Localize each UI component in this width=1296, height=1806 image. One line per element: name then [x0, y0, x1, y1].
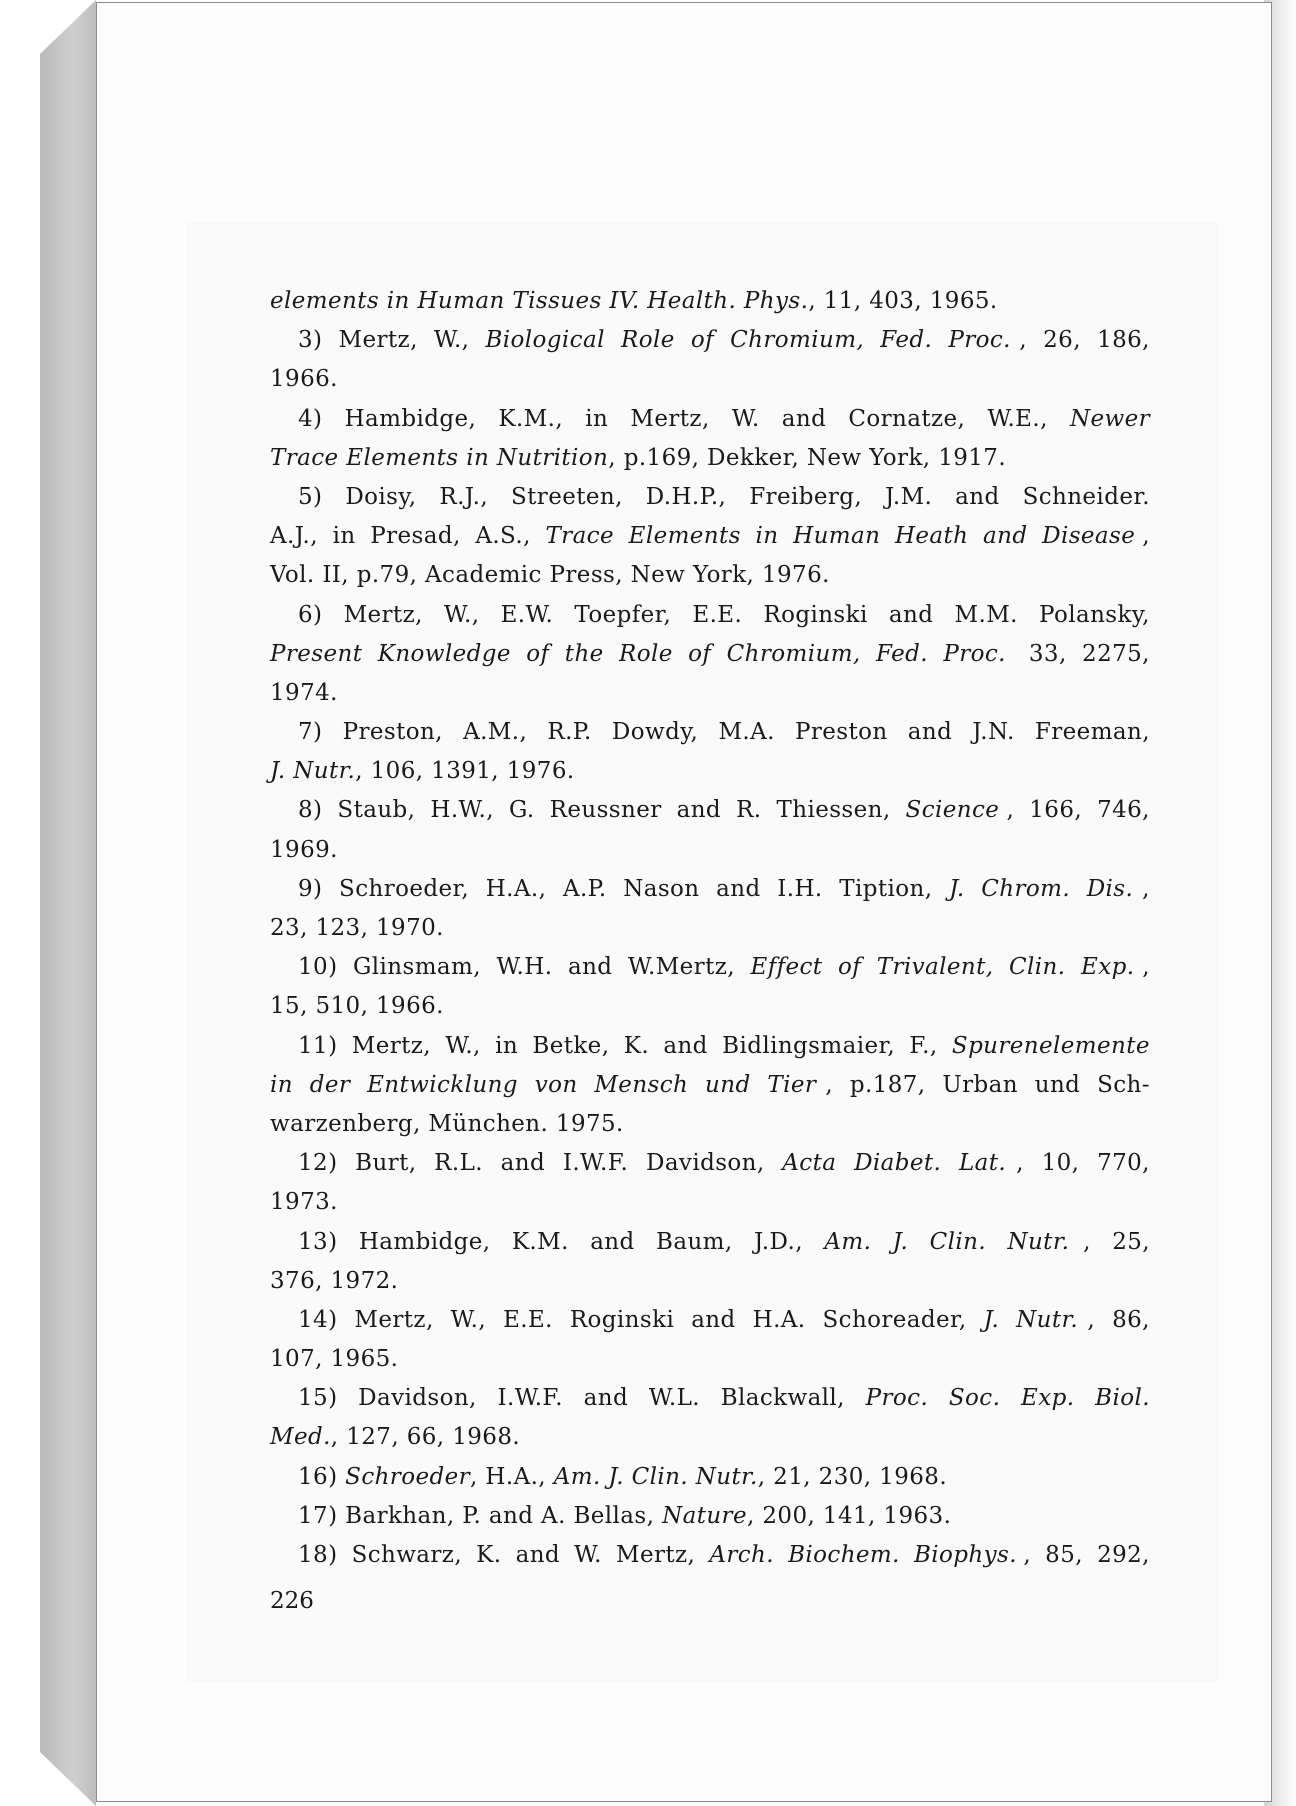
reference-text: Knowledge: [377, 640, 519, 667]
reference-text: K.: [476, 1542, 510, 1568]
reference-text: Fed.: [880, 327, 940, 354]
reference-text: Biophys.: [913, 1542, 1017, 1568]
reference-line: [270, 1066, 1150, 1105]
reference-text: Thiessen,: [776, 797, 899, 824]
reference-text: Biological: [485, 327, 613, 354]
reference-text: J.N.: [972, 719, 1023, 746]
reference-text: 1973.: [270, 1189, 338, 1216]
reference-text: Chromium,: [726, 640, 869, 667]
reference-text: J.D.,: [753, 1228, 811, 1255]
reference-text: Chromium,: [730, 327, 872, 354]
reference-text: Streeten,: [511, 483, 631, 510]
reference-text: G.: [508, 797, 543, 824]
reference-text: J.: [949, 875, 973, 902]
reference-line: [270, 478, 1150, 517]
reference-text: Science: [905, 797, 1000, 824]
reference-text: 770,: [1097, 1150, 1150, 1177]
reference-text: Exp.: [1021, 1385, 1083, 1412]
reference-line: [270, 282, 1150, 321]
reference-text: Tiption,: [839, 875, 941, 902]
reference-text: Roginski: [763, 601, 876, 628]
reference-text: 15, 510, 1966.: [270, 993, 444, 1020]
reference-text: Betke,: [532, 1032, 618, 1059]
reference-text: ,: [1019, 327, 1035, 354]
reference-text: Burt,: [355, 1150, 425, 1177]
reference-text: Roginski: [569, 1306, 682, 1333]
reference-text: , 11, 403, 1965.: [808, 288, 998, 314]
reference-line: [270, 517, 1150, 556]
reference-text: Vol. II, p.79, Academic Press, New York, 1976.: [270, 562, 830, 589]
reference-text: J.M.: [885, 483, 940, 510]
reference-line: [270, 791, 1150, 830]
reference-text: ,: [1142, 954, 1150, 981]
reference-text: K.: [623, 1032, 657, 1059]
reference-text: Freiberg,: [749, 483, 870, 510]
reference-text: 11): [298, 1032, 346, 1059]
reference-line: [270, 1497, 1150, 1536]
reference-text: A.S.,: [475, 523, 539, 550]
reference-text: Bidlingsmaier,: [722, 1032, 903, 1059]
reference-text: Am.: [824, 1228, 879, 1255]
reference-text: 8): [298, 797, 331, 824]
reference-text: ,: [1142, 875, 1150, 902]
reference-line: [270, 556, 1150, 595]
reference-line: [270, 321, 1150, 360]
reference-line: [270, 831, 1150, 870]
reference-text: Nason: [623, 875, 708, 902]
reference-text: of: [688, 640, 720, 667]
reference-text: R.J.,: [439, 483, 496, 510]
reference-text: E.W.: [500, 601, 561, 628]
reference-text: K.M.,: [498, 405, 571, 432]
reference-text: Reussner: [549, 797, 670, 824]
reference-text: Proc.: [865, 1385, 936, 1412]
reference-text: 746,: [1097, 797, 1150, 824]
reference-text: und: [1034, 1071, 1088, 1098]
reference-text: Disease: [1042, 523, 1136, 550]
reference-text: 23, 123, 1970.: [270, 915, 444, 941]
reference-text: Entwicklung: [367, 1071, 526, 1098]
reference-text: Am. J. Clin. Nutr.: [553, 1463, 758, 1490]
page-number: 226: [270, 1588, 314, 1614]
reference-text: Blackwall,: [720, 1385, 853, 1412]
reference-text: I.H.: [777, 875, 831, 902]
reference-text: Mensch: [594, 1071, 696, 1098]
reference-line: [270, 1418, 1150, 1457]
reference-text: in: [755, 523, 787, 550]
reference-line: [270, 1262, 1150, 1301]
reference-text: 376, 1972.: [270, 1267, 399, 1294]
reference-text: Preston: [795, 719, 896, 746]
reference-text: Freeman,: [1034, 719, 1150, 746]
reference-text: and: [583, 1385, 636, 1412]
reference-text: 10): [298, 954, 346, 981]
reference-line: [270, 870, 1150, 909]
reference-text: and: [955, 483, 1008, 510]
reference-text: E.E.: [692, 601, 750, 628]
reference-text: 186,: [1097, 327, 1150, 354]
reference-text: Dis.: [1086, 875, 1134, 902]
reference-text: 6): [298, 601, 331, 628]
reference-text: p.187,: [849, 1071, 934, 1098]
reference-line: [270, 713, 1150, 752]
reference-line: [270, 400, 1150, 439]
reference-line: [270, 1105, 1150, 1144]
reference-text: and: [663, 1032, 716, 1059]
reference-text: A.J.,: [270, 523, 326, 550]
reference-text: Davidson,: [645, 1150, 773, 1177]
reference-text: , H.A.,: [470, 1463, 554, 1490]
reference-text: and: [888, 601, 942, 628]
reference-line: [270, 1301, 1150, 1340]
reference-text: J.: [892, 1228, 916, 1255]
reference-text: H.A.,: [485, 875, 555, 902]
reference-text: 25,: [1112, 1228, 1150, 1255]
reference-line: [270, 596, 1150, 635]
reference-line: [270, 1458, 1150, 1497]
reference-text: K.M.: [511, 1228, 577, 1255]
reference-text: , 200, 141, 1963.: [746, 1502, 952, 1529]
reference-text: 166,: [1029, 797, 1090, 824]
reference-line: [270, 987, 1150, 1026]
reference-text: Human: [793, 523, 889, 550]
reference-text: I.W.F.: [562, 1150, 636, 1177]
reference-text: Spurenelemente: [951, 1032, 1150, 1059]
reference-line: [270, 1183, 1150, 1222]
reference-text: 7): [298, 719, 331, 746]
reference-text: Hambidge,: [344, 405, 484, 432]
reference-text: ,: [1087, 1306, 1103, 1333]
reference-text: D.H.P.,: [645, 483, 734, 510]
reference-text: I.W.F.: [497, 1385, 571, 1412]
reference-text: Arch.: [709, 1542, 782, 1568]
reference-text: Role: [619, 640, 681, 667]
reference-text: Fed.: [876, 640, 936, 667]
reference-text: W.H.: [496, 954, 561, 981]
reference-text: ,: [1142, 523, 1150, 550]
reference-text: von: [534, 1071, 586, 1098]
reference-text: , p.169, Dekker, New York, 1917.: [608, 444, 1007, 471]
reference-text: A.M.,: [463, 719, 535, 746]
reference-list: [270, 282, 1150, 1575]
reference-text: in: [585, 405, 616, 432]
reference-text: J. Nutr.: [270, 758, 356, 785]
reference-text: Toepfer,: [574, 601, 679, 628]
reference-text: in: [270, 1071, 301, 1098]
reference-text: Staub,: [337, 797, 424, 824]
book-spine: [40, 0, 96, 1806]
reference-line: [270, 439, 1150, 478]
reference-text: 1969.: [270, 836, 338, 863]
reference-text: H.W.,: [430, 797, 502, 824]
reference-text: of: [838, 954, 869, 981]
reference-text: Mertz,: [630, 405, 718, 432]
reference-text: R.L.: [434, 1150, 491, 1177]
reference-line: [270, 1536, 1150, 1575]
reference-text: Mertz,: [351, 1032, 439, 1059]
reference-text: , 106, 1391, 1976.: [355, 758, 575, 785]
reference-text: W.: [731, 405, 768, 432]
reference-text: Lat.: [958, 1150, 1007, 1177]
reference-text: Schoreader,: [822, 1306, 975, 1333]
reference-text: J.: [983, 1306, 1007, 1333]
reference-text: and: [983, 523, 1036, 550]
reference-line: [270, 909, 1150, 948]
reference-text: Dowdy,: [611, 719, 706, 746]
reference-text: in: [332, 523, 364, 550]
reference-text: Exp.: [1081, 954, 1135, 981]
reference-text: Preston,: [342, 719, 451, 746]
reference-text: 85,: [1045, 1542, 1091, 1568]
reference-text: W.,: [450, 1306, 494, 1333]
reference-text: Trace: [545, 523, 622, 550]
reference-text: Mertz,: [343, 601, 431, 628]
reference-line: [270, 1027, 1150, 1066]
reference-text: Polansky,: [1039, 601, 1150, 628]
reference-text: E.E.: [503, 1306, 561, 1333]
reference-text: ,: [1006, 797, 1022, 824]
reference-line: [270, 1144, 1150, 1183]
reference-line: [270, 1379, 1150, 1418]
reference-text: Newer: [1069, 405, 1150, 432]
reference-text: the: [564, 640, 612, 667]
reference-text: Clin.: [929, 1228, 994, 1255]
reference-line: [270, 1223, 1150, 1262]
reference-text: and: [590, 1228, 643, 1255]
reference-line: [270, 752, 1150, 791]
reference-text: 1974.: [270, 679, 338, 706]
reference-text: Doisy,: [345, 483, 425, 510]
reference-text: of: [526, 640, 558, 667]
reference-text: 10,: [1041, 1150, 1088, 1177]
reference-text: and: [676, 797, 729, 824]
reference-text: [1014, 635, 1022, 674]
reference-text: W.: [574, 1542, 610, 1568]
reference-text: and: [907, 719, 960, 746]
reference-text: and: [691, 1306, 744, 1333]
reference-text: Sch-: [1097, 1071, 1150, 1098]
reference-text: 107, 1965.: [270, 1346, 399, 1373]
reference-text: 17) Barkhan, P. and A. Bellas,: [298, 1502, 663, 1529]
reference-text: Hambidge,: [358, 1228, 499, 1255]
reference-text: 3): [298, 327, 331, 354]
reference-text: Chrom.: [981, 875, 1078, 902]
reference-text: Biochem.: [788, 1542, 908, 1568]
reference-text: and: [515, 1542, 568, 1568]
reference-line: [270, 674, 1150, 713]
reference-text: Nutr.: [1007, 1228, 1070, 1255]
reference-text: warzenberg, München. 1975.: [270, 1110, 624, 1137]
reference-text: und: [705, 1071, 759, 1098]
reference-text: Proc.: [943, 640, 1006, 667]
reference-text: 86,: [1112, 1306, 1150, 1333]
reference-text: 33,: [1028, 640, 1075, 667]
reference-text: Davidson,: [358, 1385, 485, 1412]
reference-text: , 127, 66, 1968.: [330, 1424, 521, 1451]
reference-line: [270, 948, 1150, 987]
reference-text: ,: [1016, 1150, 1032, 1177]
reference-text: 14): [298, 1306, 346, 1333]
reference-text: elements in Human Tissues IV. Health. Phys.: [270, 288, 809, 314]
reference-text: Baum,: [656, 1228, 741, 1255]
reference-text: and: [500, 1150, 553, 1177]
reference-text: of: [690, 327, 722, 354]
reference-text: Elements: [628, 523, 749, 550]
reference-text: and: [716, 875, 769, 902]
reference-text: A.P.: [562, 875, 615, 902]
reference-text: Trace Elements in Nutrition: [270, 444, 609, 471]
reference-text: 26,: [1043, 327, 1089, 354]
reference-text: ,: [825, 1071, 841, 1098]
reference-text: Presad,: [370, 523, 469, 550]
reference-text: 18): [298, 1542, 346, 1568]
reference-text: R.P.: [547, 719, 600, 746]
reference-text: 16): [298, 1463, 346, 1490]
reference-text: ,: [1023, 1542, 1039, 1568]
reference-text: W.E.,: [987, 405, 1056, 432]
reference-text: Glinsmam,: [353, 954, 489, 981]
reference-text: 12): [298, 1150, 346, 1177]
reference-text: 13): [298, 1228, 346, 1255]
reference-text: Tier: [767, 1071, 817, 1098]
reference-text: Urban: [942, 1071, 1026, 1098]
reference-text: Proc.: [948, 327, 1011, 354]
reference-text: 15): [298, 1385, 346, 1412]
reference-text: 5): [298, 483, 331, 510]
reference-text: R.: [736, 797, 770, 824]
reference-text: 292,: [1097, 1542, 1150, 1568]
reference-text: Schneider.: [1022, 483, 1150, 510]
reference-text: and: [567, 954, 621, 981]
reference-text: 9): [298, 875, 331, 902]
reference-text: Nutr.: [1016, 1306, 1079, 1333]
reference-text: Heath: [894, 523, 977, 550]
reference-text: and: [781, 405, 834, 432]
reference-text: Acta: [782, 1150, 845, 1177]
reference-text: Schroeder: [345, 1463, 470, 1490]
reference-text: H.A.: [752, 1306, 814, 1333]
reference-text: 2275,: [1082, 640, 1150, 667]
reference-text: 4): [298, 405, 331, 432]
reference-text: Nature: [662, 1502, 747, 1529]
reference-text: Mertz,: [616, 1542, 703, 1568]
reference-text: M.M.: [954, 601, 1026, 628]
reference-text: W.Mertz,: [627, 954, 743, 981]
reference-text: Role: [620, 327, 683, 354]
reference-text: Mertz,: [354, 1306, 442, 1333]
reference-text: M.A.: [718, 719, 783, 746]
reference-text: Schroeder,: [339, 875, 477, 902]
reference-text: in: [495, 1032, 526, 1059]
reference-line: [270, 360, 1150, 399]
reference-line: [270, 635, 1150, 674]
reference-text: ,: [1083, 1228, 1099, 1255]
reference-text: Effect: [750, 954, 831, 981]
reference-text: W.,: [445, 1032, 489, 1059]
reference-text: 1966.: [270, 366, 338, 393]
reference-text: Mertz,: [338, 327, 426, 354]
reference-text: Soc.: [948, 1385, 1008, 1412]
reference-line: [270, 1340, 1150, 1379]
reference-text: Trivalent,: [876, 954, 1002, 981]
reference-text: Schwarz,: [351, 1542, 470, 1568]
reference-text: Present: [270, 640, 371, 667]
reference-text: Med.: [270, 1424, 331, 1451]
reference-text: Biol.: [1095, 1385, 1150, 1412]
reference-text: W.L.: [648, 1385, 708, 1412]
reference-text: Cornatze,: [848, 405, 973, 432]
reference-text: der: [309, 1071, 359, 1098]
reference-text: W.,: [443, 601, 488, 628]
reference-text: Diabet.: [854, 1150, 949, 1177]
reference-text: F.,: [909, 1032, 946, 1059]
reference-text: W.,: [433, 327, 478, 354]
reference-text: Clin.: [1009, 954, 1074, 981]
reference-text: , 21, 230, 1968.: [757, 1463, 948, 1490]
